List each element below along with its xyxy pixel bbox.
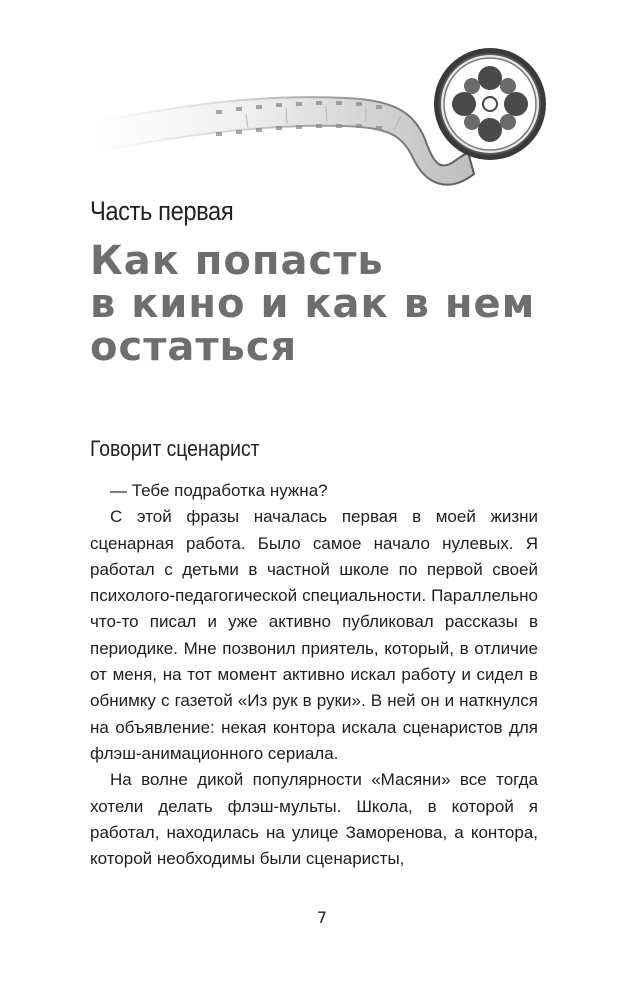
part-title-line: остаться (90, 324, 298, 370)
film-reel-icon (434, 48, 546, 160)
paragraph: — Тебе подработка нужна? (110, 481, 328, 500)
film-reel-illustration (96, 34, 550, 204)
page-number: 7 (316, 908, 328, 927)
paragraph: На волне дикой популярности «Масяни» все тогда хотели делать флэш-мульты. Школа, в которой я работал, находилась на улице Заморенова, а контора, которой необходимы были сценаристы, (90, 770, 538, 869)
paragraph: С этой фразы началась первая в моей жизни сценарная работа. Было самое начало нулевых. Я работал с детьми в частной школе по первой своей психолого-педагогической специальности. Параллельно что-то писал и уже активно публиковал рассказы в периодике. Мне позвонил приятель, который, в отличие от меня, на тот момент активно искал работу и сидел в обнимку с газетой «Из рук в руки». В ней он и наткнулся на объявление: некая контора искала сценаристов для флэш-анимационного сериала. (90, 507, 538, 763)
section-heading: Говорит сценарист (90, 436, 260, 461)
part-title (90, 240, 560, 369)
body-text (90, 478, 538, 872)
part-title-line: Как попасть (90, 238, 384, 284)
part-label: Часть первая (90, 196, 234, 226)
film-strip (96, 97, 474, 185)
part-title-line: в кино и как в нем (90, 281, 536, 327)
